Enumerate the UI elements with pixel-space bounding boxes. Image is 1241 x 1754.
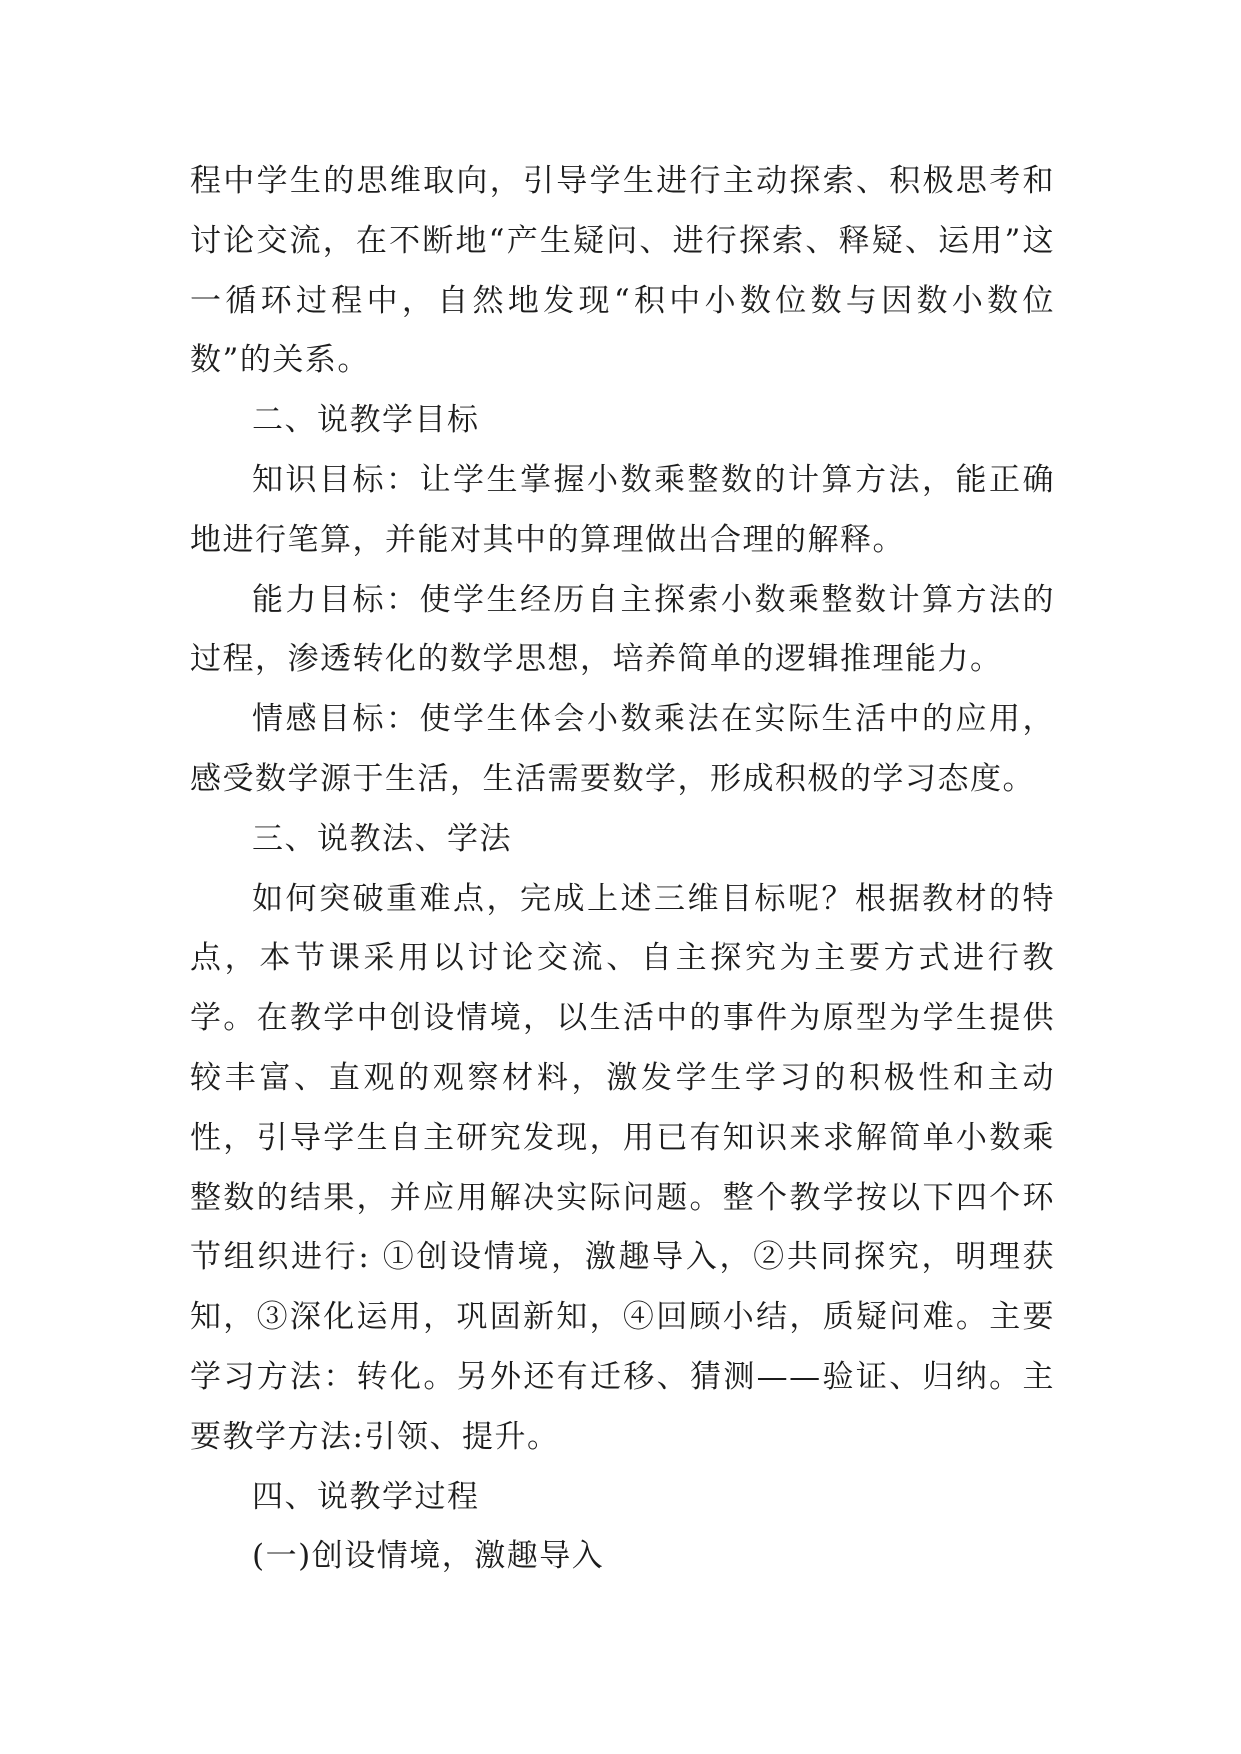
section-heading-teaching-goals: 二、说教学目标 [252, 402, 480, 439]
paragraph-continuation: 程中学生的思维取向，引导学生进行主动探索、积极思考和讨论交流，在不断地“产生疑问、进行探索、释疑、运用”这一循环过程中，自然地发现“积中小数位数与因数小数位数”的关系。 [190, 163, 1055, 379]
paragraph-knowledge-goal: 知识目标：让学生掌握小数乘整数的计算方法，能正确地进行笔算，并能对其中的算理做出合理的解释。 [190, 461, 1055, 558]
section-heading-process: 四、说教学过程 [252, 1478, 480, 1515]
paragraph-ability-goal: 能力目标：使学生经历自主探索小数乘整数计算方法的过程，渗透转化的数学思想，培养简单的逻辑推理能力。 [190, 581, 1055, 678]
subsection-heading-intro: (一)创设情境，激趣导入 [252, 1538, 605, 1575]
section-heading-methods: 三、说教法、学法 [252, 820, 512, 857]
paragraph-methods: 如何突破重难点，完成上述三维目标呢？根据教材的特点，本节课采用以讨论交流、自主探究为主要方式进行教学。在教学中创设情境，以生活中的事件为原型为学生提供较丰富、直观的观察材料，激发学生学习的积极性和主动性，引导学生自主研究发现，用已有知识来求解简单小数乘整数的结果，并应用解决实际问题。整个教学按以下四个环节组织进行: ①创设情境，激趣导入，②共同探究，明理获知，③深化运用，巩固新知，④回顾小结，质疑问难。主要学习方法：转化。另外还有迁移、猜测——验证、归纳。主要教学方法:引领、提升。 [190, 880, 1055, 1455]
document-body [190, 152, 1055, 1587]
paragraph-emotion-goal: 情感目标：使学生体会小数乘法在实际生活中的应用，感受数学源于生活，生活需要数学，形成积极的学习态度。 [190, 701, 1055, 797]
